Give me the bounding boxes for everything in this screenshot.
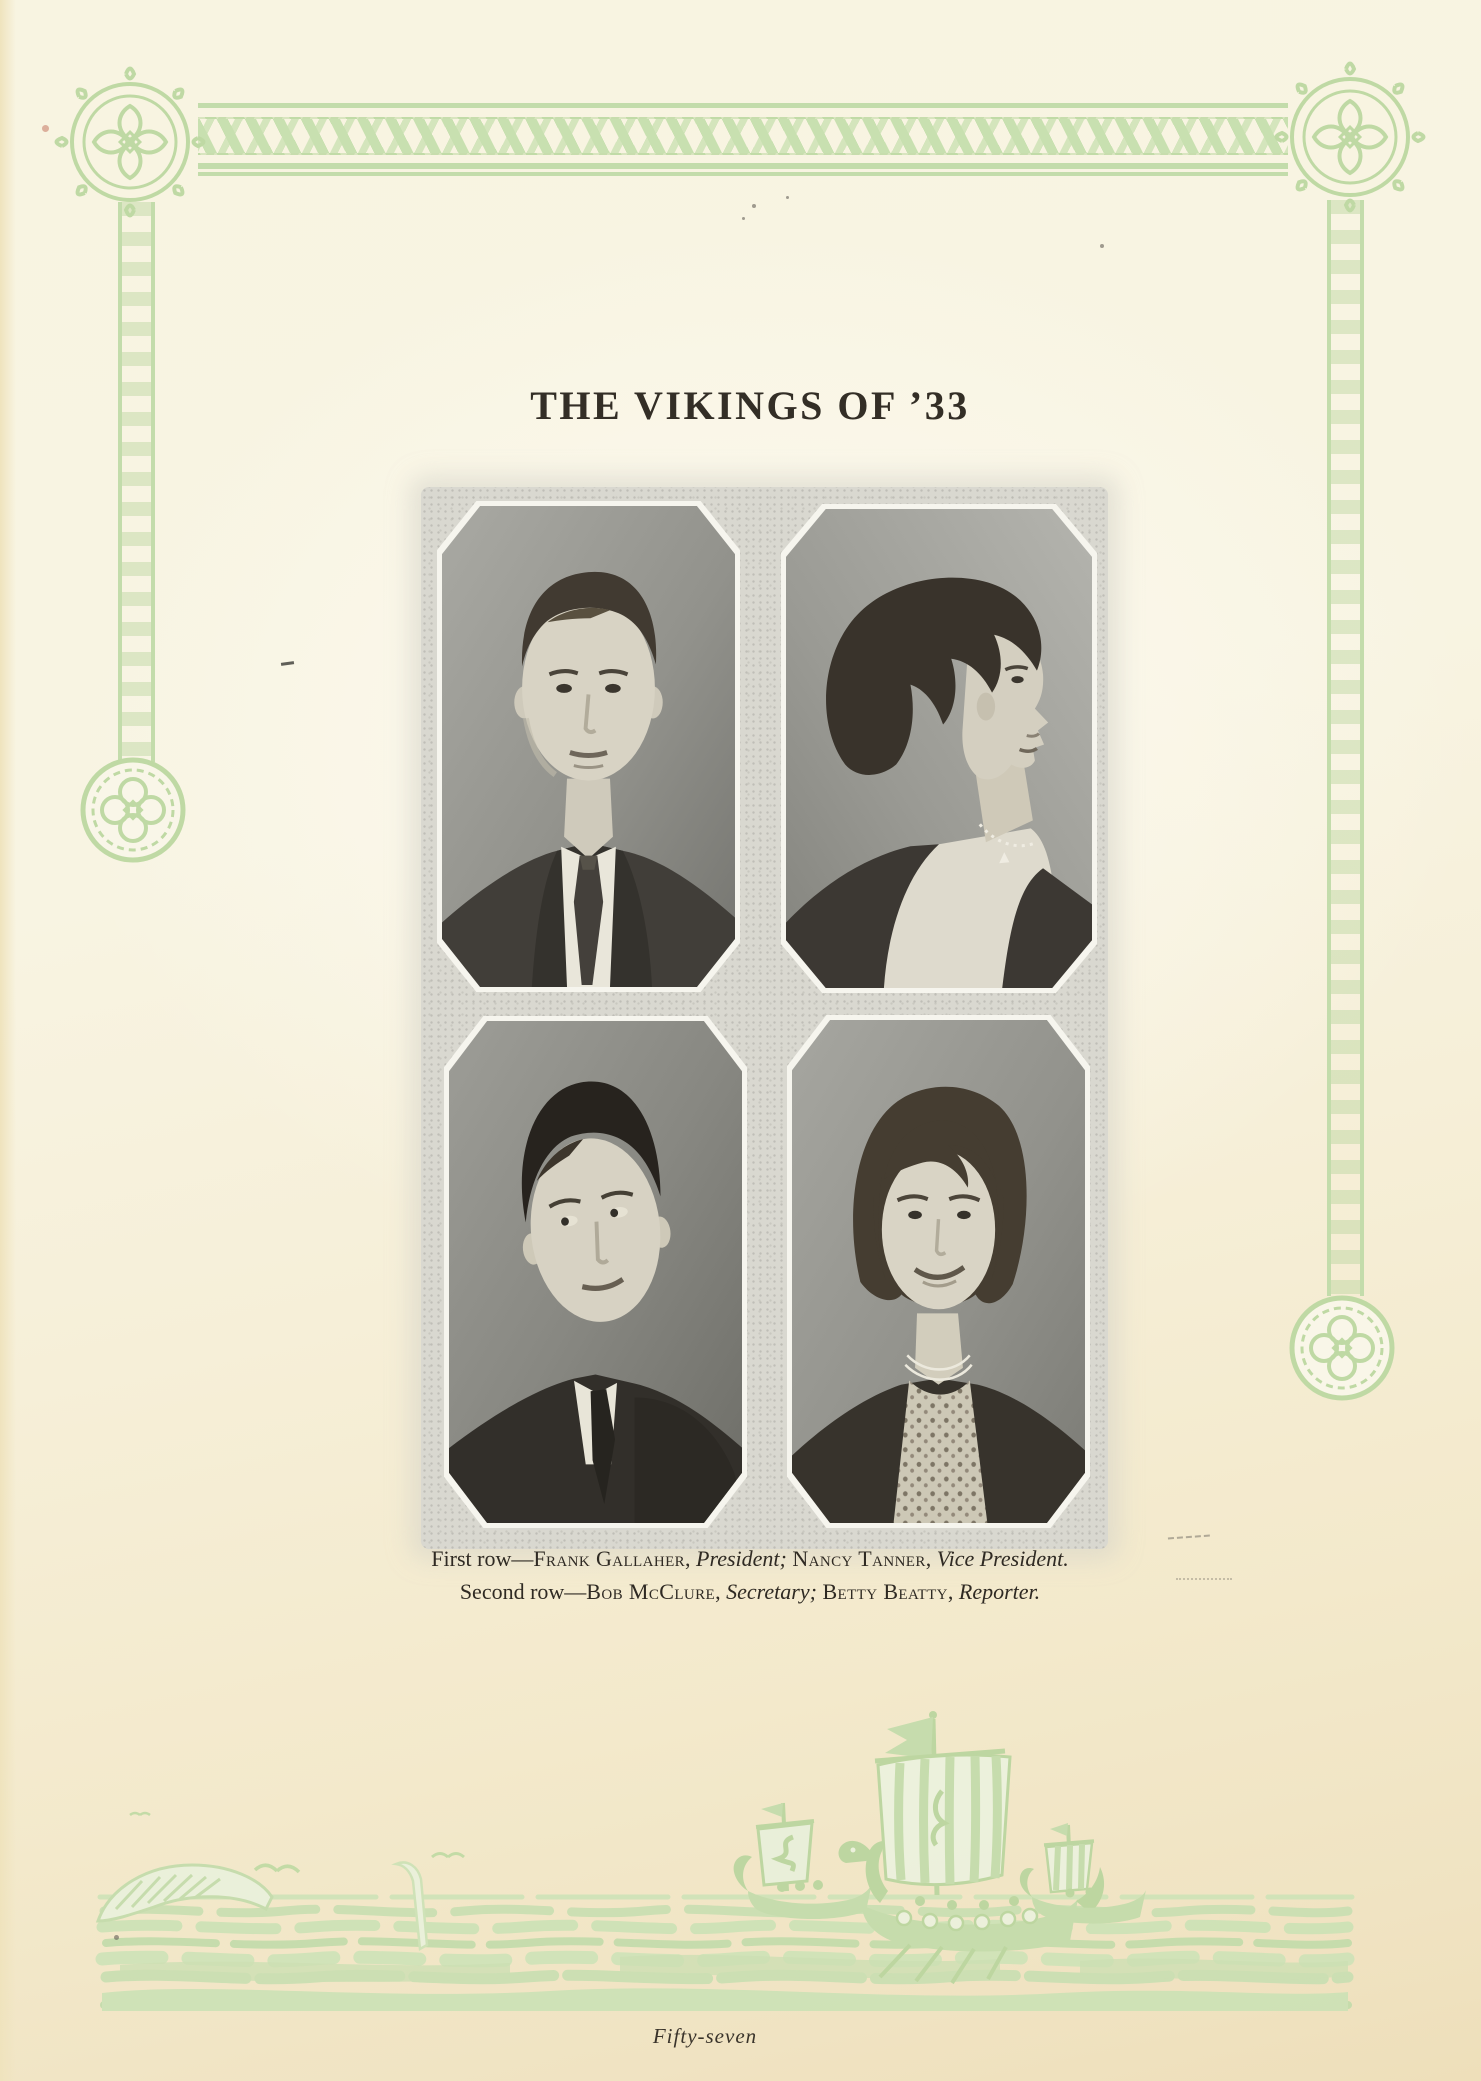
portrait-photo-nancy-tanner: [781, 504, 1097, 993]
caption-name: Betty Beatty: [822, 1579, 948, 1604]
caption-line-1: [150, 1542, 1350, 1575]
paper-speck: [786, 196, 789, 199]
border-right-band: [1327, 200, 1364, 1296]
page-title: THE VIKINGS OF ’33: [530, 383, 970, 428]
caption-text: Second row—: [459, 1579, 587, 1604]
paper-speck: [114, 1935, 119, 1940]
caption-role: Vice President.: [936, 1546, 1069, 1571]
portrait-illustration-bob: [449, 1021, 742, 1523]
caption-text: ,: [685, 1546, 697, 1571]
caption-role: Reporter.: [958, 1579, 1041, 1604]
knotwork-braid-pattern: [198, 117, 1288, 155]
pencil-mark: [1176, 1578, 1232, 1583]
longship-icon-right: [1020, 1823, 1146, 1924]
celtic-rosette-icon-top-left: [50, 62, 210, 222]
caption-line-2: [150, 1575, 1350, 1608]
border-line: [198, 163, 1288, 169]
photo-caption: [150, 1542, 1350, 1608]
border-top-band: [198, 103, 1288, 179]
caption-role: Secretary;: [726, 1579, 817, 1604]
distant-sailboat: [396, 1862, 427, 1949]
scan-edge-shade: [0, 0, 16, 2081]
celtic-medallion-icon-right: [1282, 1288, 1402, 1408]
viking-ships-illustration: [80, 1695, 1370, 2015]
caption-text: ,: [715, 1579, 727, 1604]
paper-speck: [752, 204, 756, 208]
paper-speck: [42, 125, 49, 132]
celtic-rosette-icon-top-right: [1270, 57, 1430, 217]
photo-mount: [421, 487, 1108, 1549]
portrait-illustration-betty: [792, 1020, 1085, 1523]
paper-speck: [742, 217, 745, 220]
seagull-icon: [130, 1813, 464, 1872]
border-left-band: [118, 202, 155, 762]
sea-band: [102, 1988, 1348, 2011]
caption-text: ,: [925, 1546, 937, 1571]
portrait-photo-frank-gallaher: [437, 501, 740, 992]
border-line: [198, 103, 1288, 108]
caption-role: President;: [696, 1546, 787, 1571]
border-line: [198, 172, 1288, 176]
caption-name: Frank Gallaher: [533, 1546, 686, 1571]
page-number: Fifty-seven: [652, 2024, 758, 2048]
caption-text: ,: [947, 1579, 959, 1604]
portrait-photo-betty-beatty: [787, 1015, 1090, 1528]
ink-mark: [281, 661, 294, 666]
portrait-photo-bob-mcclure: [444, 1016, 747, 1528]
caption-text: First row—: [431, 1546, 534, 1571]
portrait-illustration-nancy: [786, 509, 1092, 988]
portrait-illustration-frank: [442, 506, 735, 987]
celtic-medallion-icon-left: [73, 750, 193, 870]
caption-name: Bob McClure: [586, 1579, 716, 1604]
caption-name: Nancy Tanner: [792, 1546, 926, 1571]
paper-speck: [1100, 244, 1104, 248]
